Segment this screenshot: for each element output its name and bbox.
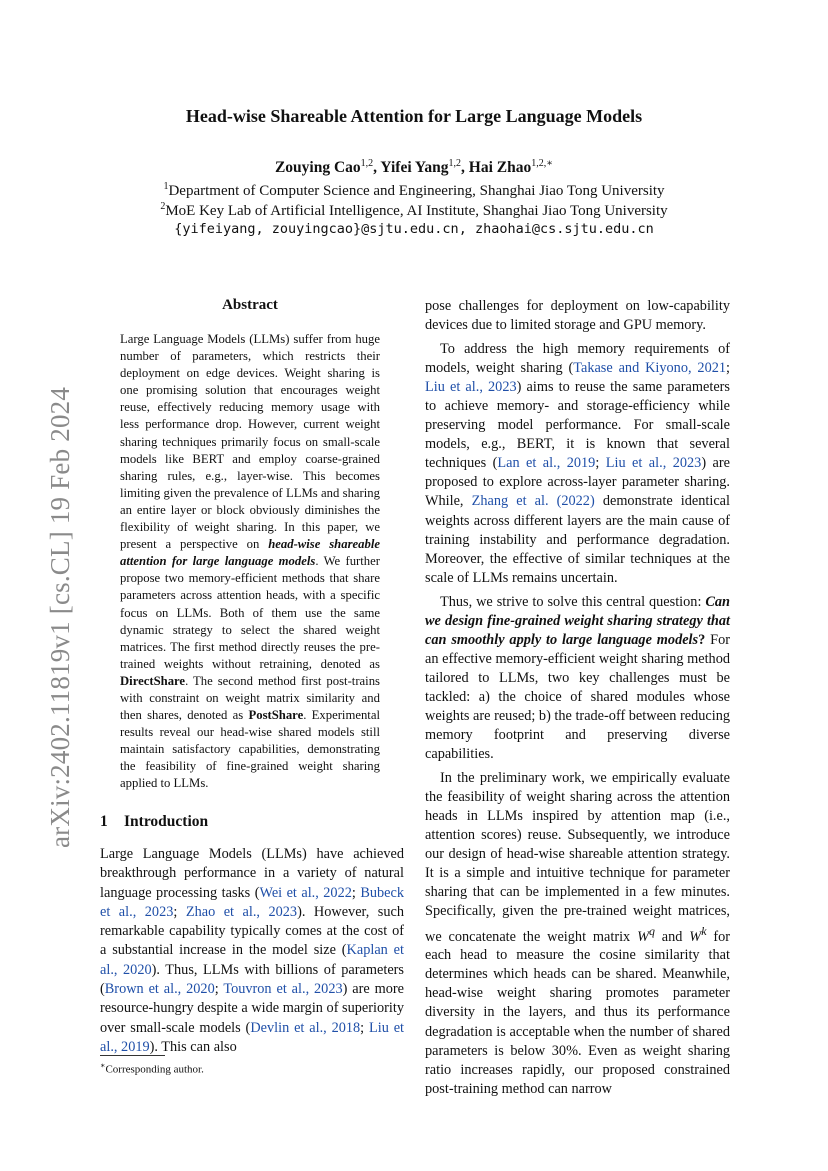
affiliation-text: MoE Key Lab of Artificial Intelligence, AI Institute, Shanghai Jiao Tong University [165,203,668,219]
paragraph [425,769,730,1099]
body-text: Large Language Models (LLMs) have achieved breakthrough performance in a variety of natural language processing tasks ( [100,846,404,901]
author-name: Yifei Yang [380,159,449,177]
body-text: ; [351,884,361,901]
right-column [425,297,730,1099]
abstract-text: Large Language Models (LLMs) suffer from huge number of parameters, which restricts their deployment on edge devices. Weight sharing is one promising solution that encourages weight reuse, effectively reducing memory usage with less performance drop. However, current weight sharing techniques primarily focus on small-scale models like BERT and employ coarse-grained sharing rules, e.g., layer-wise. This becomes limiting given the prevalence of LLMs and sharing an entire layer or block obviously diminishes the flexibility of weight sharing. In this paper, we present a perspective on [120,332,380,552]
citation-link[interactable]: Liu et al., 2023 [605,455,702,472]
author-affil-mark: 1,2 [360,158,374,169]
citation-link[interactable]: Kaplan et al., 2020 [100,942,404,978]
author-emails: {yifeiyang, zouyingcao}@sjtu.edu.cn, zhaohai@cs.sjtu.edu.cn [174,221,654,237]
abstract-text: . Experimental results reveal our head-wise shared models still maintain satisfactory capabilities, demonstrating the feasibility of fine-grained weight sharing applied to LLMs. [120,708,380,791]
math-symbol: W [637,928,649,945]
body-text: To address the high memory requirements of models, weight sharing ( [425,341,730,377]
affiliation-mark: 2 [160,201,166,212]
abstract-body [120,331,380,793]
affiliation-mark: 1 [163,181,169,192]
abstract-emphasis: head-wise shareable attention for large language models [120,537,380,569]
body-text: ) are proposed to explore across-layer parameter sharing. While, [425,455,730,510]
body-text: and [654,928,690,945]
body-text: ). This can also [149,1038,237,1055]
author-separator: , [461,159,469,177]
math-superscript: q [648,923,655,938]
affiliation-text: Department of Computer Science and Engineering, Shanghai Jiao Tong University [168,183,665,199]
body-text: ; [360,1019,369,1036]
body-text: for each head to measure the cosine similarity that determines which heads can be shared. Meanwhile, head-wise weight sharing promotes parameter diversity in the layers, and thus its performance degradation is acceptable when the number of shared parameters is below 30%. Even as weight sharing ratio increases rapidly, our proposed constrained post-training method can narrow [425,928,731,1097]
body-text: Thus, we strive to solve this central question: [440,593,706,610]
body-text: ). Thus, LLMs with billions of parameters ( [100,961,404,998]
footnote-text: Corresponding author. [105,1063,204,1076]
paragraph [425,340,730,588]
body-text: For an effective memory-efficient weight sharing method tailored to LLMs, two key challenges must be tackled: a) the choice of shared modules whose weights are reused; b) the trade-off between reducing memory footprint and preserving diverse capabilities. [425,631,731,763]
citation-link[interactable]: Touvron et al., 2023 [223,981,343,998]
citation-link[interactable]: Zhang et al. (2022) [471,493,595,510]
citation-link[interactable]: Lan et al., 2019 [497,455,596,472]
author-list [0,158,828,177]
body-text: ; [595,455,606,472]
citation-link[interactable]: Wei et al., 2022 [259,884,352,901]
abstract-heading: Abstract [222,297,278,313]
footnote [100,1061,400,1076]
affiliation-1 [0,181,828,200]
paragraph [425,593,730,764]
footnote-mark: ∗ [100,1061,106,1070]
abstract-text: . We further propose two memory-efficient methods that share parameters across attention heads, with a specific focus on LLMs. Both of them use the same dynamic strategy to select the shared weight matrices. The first method directly reuses the pre-trained weights without retraining, denoted as [120,554,380,671]
abstract-text: . The second method first post-trains with constraint on weight matrix similarity and then shares, denoted as [120,673,380,723]
method-name-directshare: DirectShare [120,673,186,688]
author-separator: , [373,159,381,177]
citation-link[interactable]: Takase and Kiyono, 2021 [573,360,727,377]
body-text: ; [214,981,224,998]
author-name: Hai Zhao [468,159,532,177]
body-text: demonstrate identical weights across different layers are the main cause of training instability and performance degradation. Moreover, the effective of similar techniques at the scale of LLMs remains uncertain. [425,493,731,586]
author-affil-mark: 1,2 [448,158,462,169]
footnote-rule [100,1055,165,1056]
section-title: Introduction [124,813,209,830]
intro-paragraph [100,845,404,1057]
citation-link[interactable]: Brown et al., 2020 [104,981,215,998]
citation-link[interactable]: Liu et al., 2023 [425,379,517,396]
arxiv-sidebar [20,368,75,848]
citation-link[interactable]: Bubeck et al., 2023 [100,884,404,920]
paragraph: pose challenges for deployment on low-capability devices due to limited storage and GPU memory. [425,298,730,334]
author-affil-mark: 1,2,∗ [531,158,554,169]
question-mark: ? [698,631,706,648]
affiliation-2 [0,201,828,220]
body-text: ; [173,903,186,920]
section-number: 1 [100,813,108,830]
body-text: ) aims to reuse the same parameters to achieve memory- and storage-efficiency while preserving model performance. For small-scale models, e.g., BERT, it is known that several techniques ( [425,379,730,472]
body-text: ) are more resource-hungry despite a wide margin of superiority over small-scale models ( [100,981,404,1036]
section-heading-introduction [100,813,400,831]
method-name-postshare: PostShare [248,708,304,723]
body-text: ; [726,360,730,377]
body-text: ). However, such remarkable capability typically comes at the cost of a substantial increase in the model size ( [100,903,405,959]
body-text: In the preliminary work, we empirically evaluate the feasibility of weight sharing across the attention heads in LLMs inspired by attention map (i.e., attention scores) reuse. Subsequently, we introduce our design of head-wise shareable attention strategy. It is a simple and intuitive technique for parameter sharing that can be implemented in a few minutes. Specifically, given the pre-trained weight matrices, we concatenate the weight matrix [425,770,730,945]
citation-link[interactable]: Devlin et al., 2018 [250,1019,361,1036]
citation-link[interactable]: Zhao et al., 2023 [185,903,298,920]
paper-title: Head-wise Shareable Attention for Large Language Models [185,106,643,126]
arxiv-identifier: arXiv:2402.11819v1 [cs.CL] 19 Feb 2024 [45,386,75,848]
author-name: Zouying Cao [274,159,361,177]
math-symbol: W [689,928,702,945]
math-superscript: k [701,923,707,938]
citation-link[interactable]: Liu et al., 2019 [100,1019,405,1055]
central-question: Can we design fine-grained weight sharing strategy that can smoothly apply to large language models [425,593,730,648]
